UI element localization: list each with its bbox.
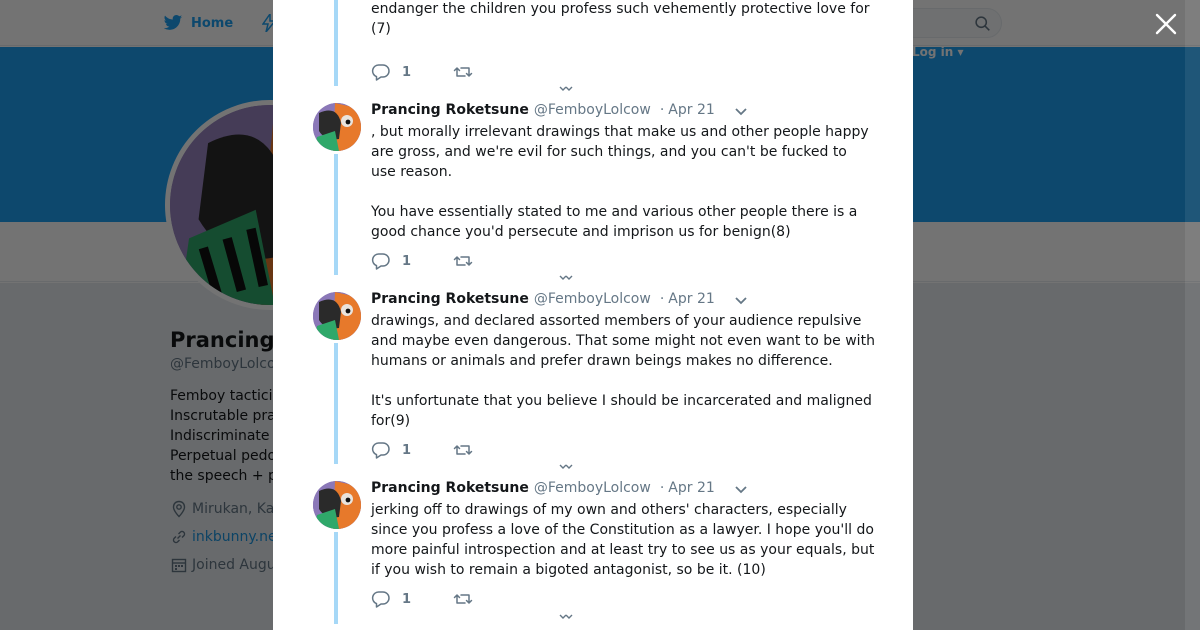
tweet-username[interactable]: @FemboyLolcow <box>533 102 651 118</box>
retweet-icon[interactable] <box>453 62 473 82</box>
separator-dot: · <box>659 102 665 118</box>
tweet-actions <box>371 251 473 271</box>
retweet-icon[interactable] <box>453 440 473 460</box>
separator-dot: · <box>659 291 665 307</box>
separator-dot: · <box>659 480 665 496</box>
reply-count: 1 <box>402 442 412 458</box>
chevron-down-icon[interactable] <box>558 464 574 472</box>
tweet-fullname[interactable]: Prancing Roketsune <box>371 291 529 307</box>
reply-count: 1 <box>402 64 412 80</box>
tweet-avatar[interactable] <box>313 292 361 340</box>
tweet-header <box>371 102 715 118</box>
tweet-timestamp[interactable]: Apr 21 <box>668 480 715 496</box>
tweet-actions <box>371 62 473 82</box>
tweet-timestamp[interactable]: Apr 21 <box>668 291 715 307</box>
tweet-fullname[interactable]: Prancing Roketsune <box>371 102 529 118</box>
tweet-header <box>371 480 715 496</box>
reply-icon[interactable] <box>371 589 391 609</box>
chevron-down-icon[interactable] <box>558 275 574 283</box>
reply-count: 1 <box>402 591 412 607</box>
fox-avatar-illustration <box>313 481 361 529</box>
tweet-paragraph: endanger the children you profess such vehemently protective love for (7) <box>371 1 870 37</box>
page-scrollbar[interactable] <box>1185 0 1200 630</box>
thread-connector <box>334 343 338 464</box>
tweet-avatar[interactable] <box>313 103 361 151</box>
reply-icon[interactable] <box>371 440 391 460</box>
fox-avatar-illustration <box>313 103 361 151</box>
chevron-down-icon[interactable] <box>558 86 574 94</box>
thread-connector <box>334 154 338 275</box>
tweet-fullname[interactable]: Prancing Roketsune <box>371 480 529 496</box>
caret-down-icon[interactable] <box>735 296 747 306</box>
tweet-paragraph: You have essentially stated to me and various other people there is a good chance you'd persecute and imprison us for benign(8) <box>371 204 858 240</box>
reply-icon[interactable] <box>371 251 391 271</box>
tweet-paragraph: , but morally irrelevant drawings that make us and other people happy are gross, and we're evil for such things, and you can't be fucked to use reason. <box>371 124 869 180</box>
tweet-avatar[interactable] <box>313 481 361 529</box>
tweet-timestamp[interactable]: Apr 21 <box>668 102 715 118</box>
tweet-actions <box>371 440 473 460</box>
thread-connector <box>334 0 338 86</box>
caret-down-icon[interactable] <box>735 107 747 117</box>
tweet-paragraph: It's unfortunate that you believe I should be incarcerated and maligned for(9) <box>371 393 872 429</box>
fox-avatar-illustration <box>313 292 361 340</box>
reply-icon[interactable] <box>371 62 391 82</box>
tweet-header <box>371 291 715 307</box>
thread-connector <box>334 532 338 624</box>
tweet-thread-modal <box>273 0 913 630</box>
tweet-actions <box>371 589 473 609</box>
retweet-icon[interactable] <box>453 251 473 271</box>
tweet-username[interactable]: @FemboyLolcow <box>533 480 651 496</box>
tweet-paragraph: jerking off to drawings of my own and others' characters, especially since you profess a love of the Constitution as a lawyer. I hope you'll do more painful introspection and at least try to see us as your equals, but if you wish to remain a bigoted antagonist, so be it. (10) <box>371 502 875 578</box>
tweet-paragraph: drawings, and declared assorted members of your audience repulsive and maybe even dangerous. That some might not even want to be with humans or animals and prefer drawn beings makes no difference. <box>371 313 875 369</box>
retweet-icon[interactable] <box>453 589 473 609</box>
chevron-down-icon[interactable] <box>558 614 574 622</box>
tweet-text <box>371 0 876 39</box>
close-icon[interactable] <box>1154 12 1178 36</box>
tweet-text <box>371 500 876 580</box>
caret-down-icon[interactable] <box>735 485 747 495</box>
tweet-text <box>371 122 876 242</box>
tweet-text <box>371 311 876 431</box>
tweet-username[interactable]: @FemboyLolcow <box>533 291 651 307</box>
reply-count: 1 <box>402 253 412 269</box>
